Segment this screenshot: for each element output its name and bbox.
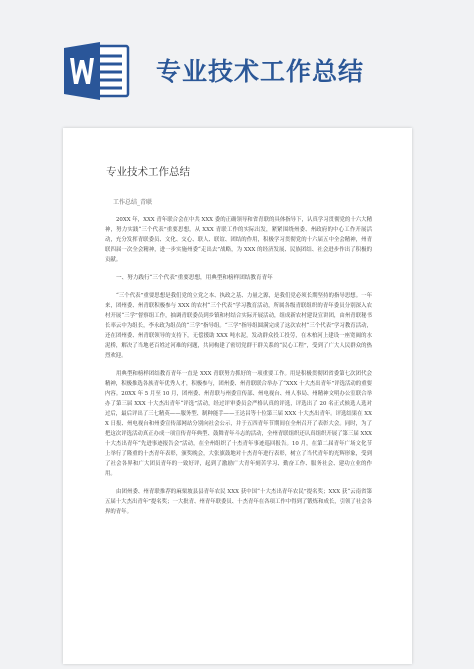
- document-title: 专业技术工作总结: [106, 166, 190, 178]
- page-title: 专业技术工作总结: [156, 57, 365, 86]
- header-banner: [0, 0, 474, 120]
- paragraph: 20XX 年，XXX 青年联合会在中共 XXX 委的正确领导和省青联的具体指导下，认真学习贯彻党的十六大精神，努力实践“三个代表”重要思想，从 XXX 青联工作的实际出发，紧紧围绕州委、州政府的中心工作开展活动，充分发挥青联委员、文化、交心、联人、联谊、团结的作用，积极学习贯彻党的十六届五中全会精神，州青联四届一次全会精神，进一步实施州委“走出去”战略，为 XXX 的经济发展、民族团结、社会进步作出了积极的贡献。: [105, 217, 372, 263]
- word-document-icon: [62, 40, 132, 102]
- paragraph: 用典型和榜样团结教育青年一直是 XXX 青联努力抓好的一项重要工作。用是积极贯彻团省委第七次团代会精神，积极推选各族青年优秀人才，积极参与，团州委、州青联联合举办了“XXX 十大杰出青年”评选活动的重要内容。20XX 年 5 月至 10 月，团州委、州青联与州委宣传部、州电视台、州人事局、州精神文明办公室联合举办了第三届 XXX 十大杰出青年“评选”活动，经过评审委员会严格认真的评选，评选出了 20 名正式候选人选对过后，最后评出了三七精英——服务型、制种能手——王达昌等十位第三届 XXX 十大杰出青年。评选结果在 XXX 日报、州电视台和州委宣传部网站分别向社会公示，并于五四青年节期间在全州召开了表彰大会。同时，为了把这次评选活动真正办成一项宣传青年典型、鼓舞青年斗志的活动，全州青联组织还认真组织开展了第三届 XXX 十大杰出青年“先进事迹报告会”活动，在全州组织了十杰青年事迹巡回报告。10 月，在第二届青年广场文化节上举行了隆重的十杰青年表彰，颁奖晚会，大张旗鼓地对十杰青年进行表彰，树立了当代青年的光辉形象，受到了社会各界和广大团员青年的一致好评，起到了激励广大青年刻苦学习、勤奋工作、服务社会、建功立业的作用。: [105, 371, 372, 477]
- document-subline: 工作总结_青联: [113, 199, 153, 206]
- paragraph: 由团州委、州青联推荐的麻栗坡县县青年农民 XXX 获中国“十大杰出青年农民”提名奖；XXX 获“云南省第五届十大杰出青年”提名奖；一大批青、州青年联委员、十杰青年在各项工作中得到了锻炼和成长，引领了社会各界的青年。: [105, 489, 372, 515]
- document-page: [63, 128, 412, 664]
- paragraph: “三个代表”重要思想是我们党的立党之本、执政之基、力量之源，是我们党必须长期坚持的指导思想。一年来，团州委、州青联积极参与 XXX 的农村“三个代表”学习教育活动，所属各级青联组织的青年委员分别深入农村开展“三学”督察组工作，抽调青联委员到乡镇和村结合实际开展活动，组成新农村建设宣讲团，由州青联秘书长率云中为组长，李永政为组员的“三学”指导组。“三学”指导组圆满完成了这次农村“三个代表”学习教育活动，还在团州委、州青联领导的支持下，无偿援助 XXX 吨水泥，发动群众投工投劳，在木柏河上建设一座宽阔的水泥桥，解决了当地老百姓过河难的问题，共同构建了密切党群干群关系的“民心工程”，受到了广大人民群众的热烈欢迎。: [105, 293, 372, 359]
- section-heading: 一、努力践行“三个代表”重要思想，用典型和榜样团结教育青年: [116, 275, 273, 281]
